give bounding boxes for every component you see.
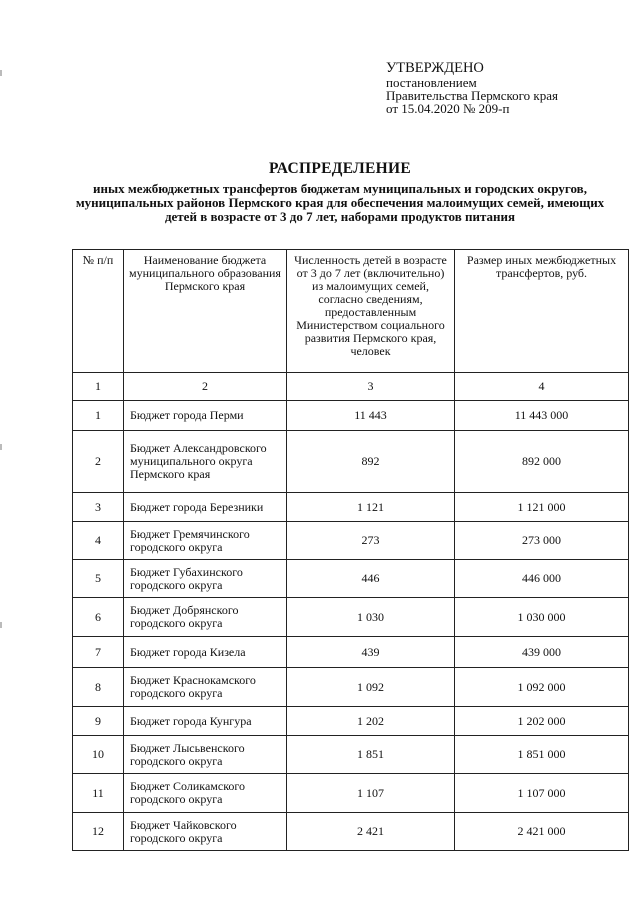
column-number: 1 bbox=[73, 373, 124, 401]
table-row bbox=[73, 560, 629, 598]
budget-name: Бюджет Краснокамского городского округа bbox=[124, 668, 287, 707]
budget-name: Бюджет Добрянского городского округа bbox=[124, 598, 287, 637]
column-number-row bbox=[73, 373, 629, 401]
transfer-amount: 1 107 000 bbox=[455, 774, 629, 813]
children-count: 1 107 bbox=[287, 774, 455, 813]
row-number: 6 bbox=[73, 598, 124, 637]
row-number: 11 bbox=[73, 774, 124, 813]
row-number: 10 bbox=[73, 736, 124, 774]
row-number: 12 bbox=[73, 813, 124, 851]
budget-name: Бюджет Гремячинского городского округа bbox=[124, 522, 287, 560]
approval-stamp bbox=[386, 60, 626, 115]
document-title bbox=[60, 160, 620, 224]
scan-edge-mark bbox=[0, 622, 2, 628]
children-count: 1 851 bbox=[287, 736, 455, 774]
row-number: 1 bbox=[73, 401, 124, 431]
budget-name: Бюджет Чайковского городского округа bbox=[124, 813, 287, 851]
table-row bbox=[73, 431, 629, 493]
children-count: 1 121 bbox=[287, 493, 455, 522]
title-main: РАСПРЕДЕЛЕНИЕ bbox=[269, 160, 411, 177]
children-count: 446 bbox=[287, 560, 455, 598]
children-count: 1 092 bbox=[287, 668, 455, 707]
transfer-amount: 892 000 bbox=[455, 431, 629, 493]
header-name: Наименование бюджета муниципального образования Пермского края bbox=[124, 250, 287, 373]
transfer-amount: 439 000 bbox=[455, 637, 629, 668]
approval-line: постановлением bbox=[386, 75, 477, 90]
children-count: 892 bbox=[287, 431, 455, 493]
budget-name: Бюджет города Кунгура bbox=[124, 707, 287, 736]
row-number: 7 bbox=[73, 637, 124, 668]
transfer-amount: 1 092 000 bbox=[455, 668, 629, 707]
table-row bbox=[73, 668, 629, 707]
children-count: 439 bbox=[287, 637, 455, 668]
row-number: 5 bbox=[73, 560, 124, 598]
distribution-table bbox=[72, 249, 629, 851]
table-row bbox=[73, 774, 629, 813]
budget-name: Бюджет города Березники bbox=[124, 493, 287, 522]
column-number: 4 bbox=[455, 373, 629, 401]
children-count: 11 443 bbox=[287, 401, 455, 431]
children-count: 2 421 bbox=[287, 813, 455, 851]
approval-heading: УТВЕРЖДЕНО bbox=[386, 60, 484, 76]
transfer-amount: 273 000 bbox=[455, 522, 629, 560]
header-num: № п/п bbox=[73, 250, 124, 373]
table-row bbox=[73, 813, 629, 851]
table-row bbox=[73, 637, 629, 668]
transfer-amount: 1 851 000 bbox=[455, 736, 629, 774]
row-number: 2 bbox=[73, 431, 124, 493]
transfer-amount: 446 000 bbox=[455, 560, 629, 598]
table-header-row bbox=[73, 250, 629, 373]
column-number: 3 bbox=[287, 373, 455, 401]
approval-line: Правительства Пермского края bbox=[386, 88, 558, 103]
transfer-amount: 1 030 000 bbox=[455, 598, 629, 637]
table-row bbox=[73, 598, 629, 637]
table-body bbox=[73, 373, 629, 851]
budget-name: Бюджет Александровского муниципального округа Пермского края bbox=[124, 431, 287, 493]
title-subtitle: иных межбюджетных трансфертов бюджетам муниципальных и городских округов, муниципальных районов Пермского края для обеспечения малоимущих семей, имеющих детей в возрасте от 3 до 7 лет, наборами продуктов питания bbox=[75, 181, 605, 224]
transfer-amount: 1 121 000 bbox=[455, 493, 629, 522]
header-amount: Размер иных межбюджетных трансфертов, руб. bbox=[455, 250, 629, 373]
transfer-amount: 1 202 000 bbox=[455, 707, 629, 736]
table-row bbox=[73, 736, 629, 774]
budget-name: Бюджет Соликамского городского округа bbox=[124, 774, 287, 813]
column-number: 2 bbox=[124, 373, 287, 401]
transfer-amount: 2 421 000 bbox=[455, 813, 629, 851]
table-row bbox=[73, 522, 629, 560]
header-children: Численность детей в возрасте от 3 до 7 лет (включительно) из малоимущих семей, согласно сведениям, предоставленным Министерством социального развития Пермского края, человек bbox=[287, 250, 455, 373]
table-row bbox=[73, 493, 629, 522]
approval-line: от 15.04.2020 № 209-п bbox=[386, 101, 510, 116]
budget-name: Бюджет города Перми bbox=[124, 401, 287, 431]
row-number: 3 bbox=[73, 493, 124, 522]
table-row bbox=[73, 707, 629, 736]
budget-name: Бюджет города Кизела bbox=[124, 637, 287, 668]
children-count: 1 030 bbox=[287, 598, 455, 637]
table-row bbox=[73, 401, 629, 431]
row-number: 4 bbox=[73, 522, 124, 560]
scan-edge-mark bbox=[0, 444, 2, 450]
row-number: 9 bbox=[73, 707, 124, 736]
row-number: 8 bbox=[73, 668, 124, 707]
children-count: 1 202 bbox=[287, 707, 455, 736]
children-count: 273 bbox=[287, 522, 455, 560]
budget-name: Бюджет Губахинского городского округа bbox=[124, 560, 287, 598]
scan-edge-mark bbox=[0, 70, 2, 76]
transfer-amount: 11 443 000 bbox=[455, 401, 629, 431]
budget-name: Бюджет Лысьвенского городского округа bbox=[124, 736, 287, 774]
